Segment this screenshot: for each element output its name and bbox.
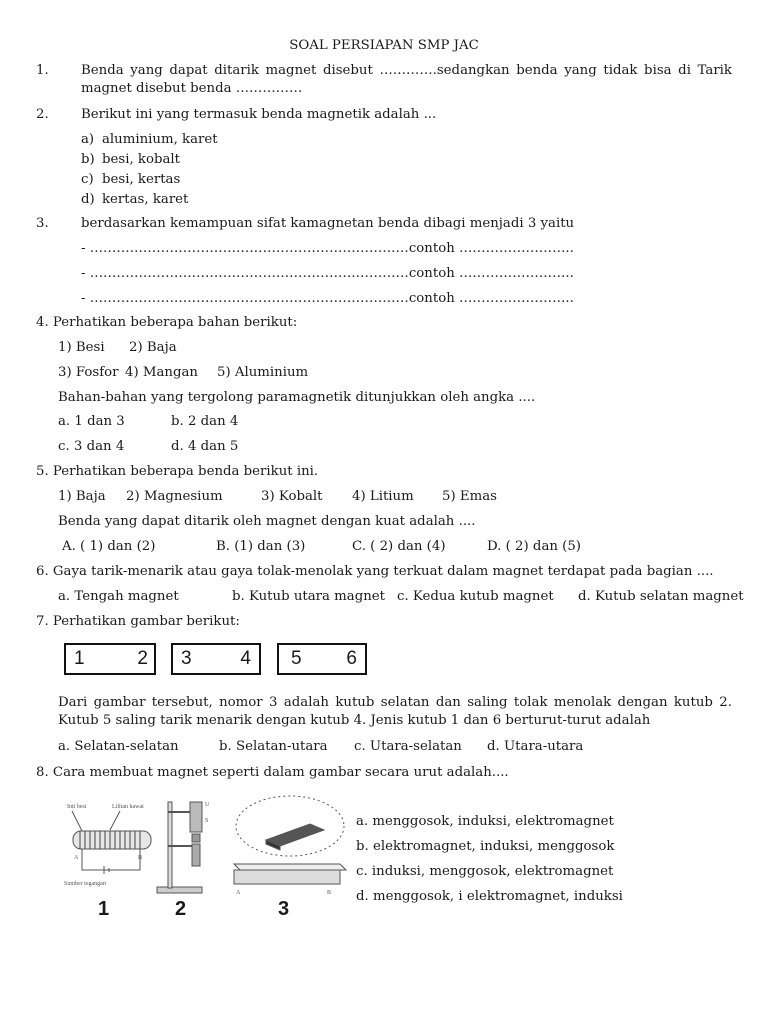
q7-paragraph: Dari gambar tersebut, nomor 3 adalah kutub selatan dan saling tolak menolak dengan kutub 2. Kutub 5 saling tarik menarik dengan kutub 4. Jenis kutub 1 dan 6 berturut-turut adalah: [58, 695, 732, 728]
q2-option-b-label: b): [81, 152, 95, 167]
q5-item-2: 2) Magnesium: [126, 489, 223, 504]
magnet-3-right-pole: 6: [346, 648, 357, 669]
q4-text: 4. Perhatikan beberapa bahan berikut:: [36, 315, 298, 330]
q6-option-c: c. Kedua kutub magnet: [397, 589, 554, 604]
q5-item-5: 5) Emas: [442, 489, 497, 504]
q4-item-3: 3) Fosfor: [58, 365, 119, 380]
q8-option-d: d. menggosok, i elektromagnet, induksi: [356, 889, 623, 904]
q2-number: 2.: [36, 107, 49, 122]
svg-text:A: A: [236, 890, 241, 896]
magnet-3: [277, 643, 367, 675]
q5-item-4: 4) Litium: [352, 489, 414, 504]
svg-text:U: U: [205, 802, 210, 808]
q2-option-c-label: c): [81, 172, 94, 187]
q3-line-1: - ………………………………………………………………contoh ……………………..: [81, 241, 574, 256]
q4-item-1: 1) Besi: [58, 340, 105, 355]
q6-option-a: a. Tengah magnet: [58, 589, 179, 604]
q4-option-d: d. 4 dan 5: [171, 439, 239, 454]
figure-number-2: 2: [175, 898, 187, 920]
q5-option-c: C. ( 2) dan (4): [352, 539, 446, 554]
q5-option-b: B. (1) dan (3): [216, 539, 306, 554]
q5-item-1: 1) Baja: [58, 489, 106, 504]
q1-text: Benda yang dapat ditarik magnet disebut ………….sedangkan benda yang tidak bisa di Tarik magnet disebut benda ……………: [81, 63, 732, 96]
q3-number: 3.: [36, 216, 49, 231]
q2-option-d-label: d): [81, 192, 95, 207]
q4-item-2: 2) Baja: [129, 340, 177, 355]
magnet-2-left-pole: 3: [181, 648, 192, 669]
label-coil: Lilitan kawat: [112, 804, 144, 810]
page-title: SOAL PERSIAPAN SMP JAC: [289, 38, 479, 53]
magnet-2-right-pole: 4: [240, 648, 251, 669]
q2-option-c: besi, kertas: [102, 172, 181, 187]
q7-text: 7. Perhatikan gambar berikut:: [36, 614, 240, 629]
svg-text:A: A: [74, 855, 79, 861]
magnet-2: [171, 643, 261, 675]
q8-option-a: a. menggosok, induksi, elektromagnet: [356, 814, 614, 829]
q1-number: 1.: [36, 63, 49, 78]
q8-text: 8. Cara membuat magnet seperti dalam gambar secara urut adalah....: [36, 765, 509, 780]
q2-option-a: aluminium, karet: [102, 132, 218, 147]
q6-text: 6. Gaya tarik-menarik atau gaya tolak-menolak yang terkuat dalam magnet terdapat pada bagian ....: [36, 564, 714, 579]
q2-option-d: kertas, karet: [102, 192, 189, 207]
q5-option-a: A. ( 1) dan (2): [62, 539, 156, 554]
q5-text: 5. Perhatikan beberapa benda berikut ini.: [36, 464, 319, 479]
q2-option-a-label: a): [81, 132, 95, 147]
magnet-1-right-pole: 2: [137, 648, 148, 669]
q3-text: berdasarkan kemampuan sifat kamagnetan benda dibagi menjadi 3 yaitu: [81, 216, 575, 231]
svg-text:B: B: [327, 890, 332, 896]
magnet-1: [64, 643, 156, 675]
q5-option-d: D. ( 2) dan (5): [487, 539, 581, 554]
q4-option-a: a. 1 dan 3: [58, 414, 125, 429]
q4-item-5: 5) Aluminium: [217, 365, 309, 380]
label-iron-core: Inti besi: [67, 804, 87, 810]
q4-option-b: b. 2 dan 4: [171, 414, 239, 429]
figure-number-1: 1: [98, 898, 110, 920]
q5-question: Benda yang dapat ditarik oleh magnet dengan kuat adalah ....: [58, 514, 476, 529]
magnet-3-left-pole: 5: [291, 648, 302, 669]
q3-line-3: - ………………………………………………………………contoh ……………………..: [81, 291, 574, 306]
q4-option-c: c. 3 dan 4: [58, 439, 125, 454]
q8-option-c: c. induksi, menggosok, elektromagnet: [356, 864, 614, 879]
svg-text:B: B: [138, 855, 143, 861]
svg-text:S: S: [205, 818, 209, 824]
q6-option-b: b. Kutub utara magnet: [232, 589, 385, 604]
q8-option-b: b. elektromagnet, induksi, menggosok: [356, 839, 615, 854]
q7-option-b: b. Selatan-utara: [219, 739, 328, 754]
q5-item-3: 3) Kobalt: [261, 489, 323, 504]
figure-number-3: 3: [278, 898, 290, 920]
q7-option-c: c. Utara-selatan: [354, 739, 462, 754]
q4-question: Bahan-bahan yang tergolong paramagnetik ditunjukkan oleh angka ....: [58, 390, 536, 405]
q4-item-4: 4) Mangan: [125, 365, 198, 380]
q7-option-d: d. Utara-utara: [487, 739, 584, 754]
q2-text: Berikut ini yang termasuk benda magnetik adalah ...: [81, 107, 437, 122]
q2-option-b: besi, kobalt: [102, 152, 181, 167]
q6-option-d: d. Kutub selatan magnet: [578, 589, 744, 604]
magnet-1-left-pole: 1: [74, 648, 85, 669]
label-voltage-source: Sumber tegangan: [64, 881, 106, 887]
q3-line-2: - ………………………………………………………………contoh ……………………..: [81, 266, 574, 281]
q7-option-a: a. Selatan-selatan: [58, 739, 179, 754]
